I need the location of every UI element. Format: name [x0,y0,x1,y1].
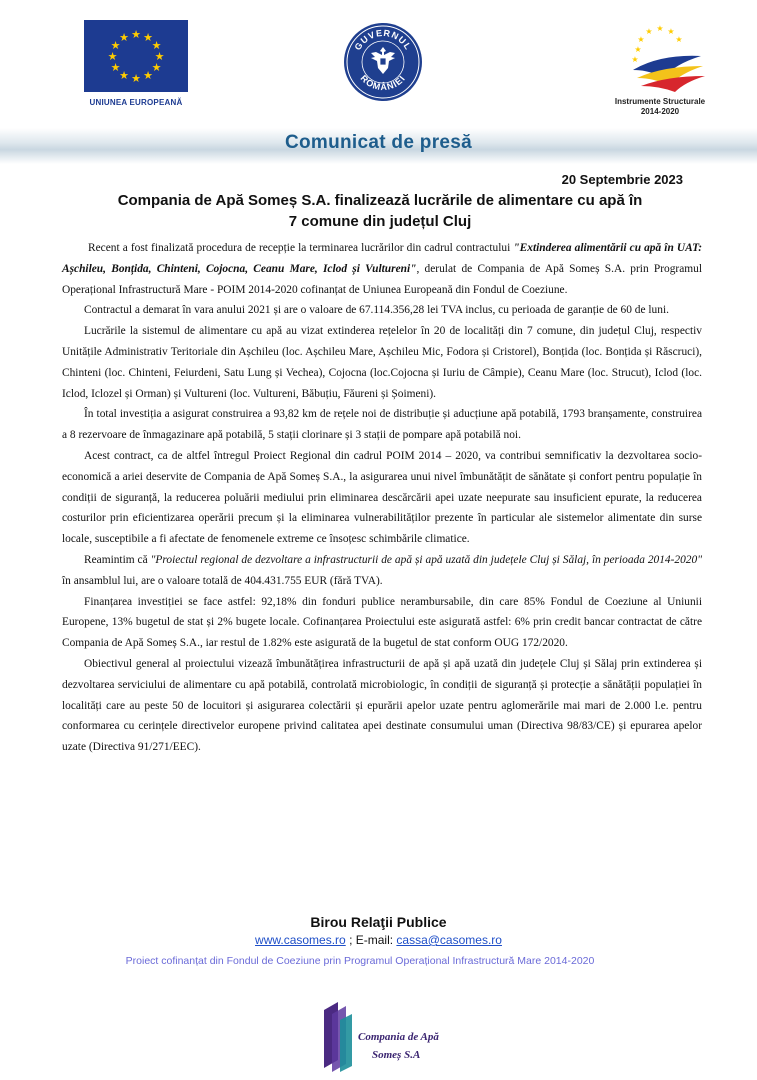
svg-text:★: ★ [107,50,118,63]
svg-text:★: ★ [131,28,141,41]
paragraph-6-text: Reamintim că [84,553,151,566]
svg-text:★: ★ [637,35,645,44]
email-link[interactable]: cassa@casomes.ro [396,933,502,947]
government-logo [343,22,423,102]
svg-text:★: ★ [131,72,141,85]
is-label-line1: Instrumente Structurale [614,97,706,106]
company-logo [318,1000,458,1072]
svg-text:★: ★ [110,39,121,52]
svg-text:★: ★ [119,31,129,44]
paragraph-1-rest: , derulat de Compania de Apă Someș S.A. prin Programul Operațional Infrastructură Mare - POIM 2014-2020 cofinanțat de Uniunea Europeană din Fondul de Coeziune. [62,262,703,296]
structural-instruments-icon [605,20,715,92]
contact-line [0,933,757,947]
paragraph-2: Contractul a demarat în vara anului 2021 și are o valoare de 67.114.356,28 lei TVA inclus, cu perioada de garanție de 60 de luni. [84,304,669,317]
paragraph-3: Lucrările la sistemul de alimentare cu apă au vizat extinderea rețelelor în 20 de localități din 7 comune, din județul Cluj, respectiv Unitățile Administrativ Teritoriale din Așchileu (loc. Așchileu Mare, Așchileu Mic, Fodora și Cristorel), Bonțida (loc. Bonțida și Răscruci), Chinteni (loc. Chinteni, Feiurdeni, Satu Lung și Vechea), Cojocna (loc.Cojocna și Iuriu de Câmpie), Ceanu Mare (loc. Strucut), Iclod (loc. Iclod, Iclozel și Orman) și Vultureni (loc. Vultureni, Băbuțiu, Făureni și Șoimeni). [62,325,702,400]
structural-instruments-logo [605,20,715,120]
paragraph-6 [62,550,702,592]
government-seal-icon [343,22,423,102]
water-company-logo-icon [318,1000,458,1072]
paragraph-1 [62,238,702,300]
project-name: "Proiectul regional de dezvoltare a infrastructurii de apă și apă uzată din județele Cluj și Sălaj, în perioada 2014-2020" [150,553,702,566]
svg-text:Compania de Apă: Compania de Apă [358,1031,439,1043]
svg-text:GUVERNUL: GUVERNUL [352,27,414,52]
headline-line2: 7 comune din județul Cluj [288,213,472,230]
svg-text:★: ★ [631,55,639,64]
svg-text:ROMÂNIEI: ROMÂNIEI [358,72,408,93]
svg-text:★: ★ [151,61,162,74]
svg-text:★: ★ [143,31,153,44]
banner-title: Comunicat de presă [284,132,472,153]
contact-separator: ; E-mail: [345,933,397,947]
svg-text:★: ★ [667,27,675,36]
website-link[interactable]: www.casomes.ro [255,933,346,947]
funding-note: Proiect cofinanțat din Fondul de Coeziune prin Programul Operațional Infrastructură Mare 2014-2020 [125,955,595,967]
svg-text:★: ★ [656,24,664,33]
paragraph-5: Acest contract, ca de altfel întregul Proiect Regional din cadrul POIM 2014 – 2020, va contribui semnificativ la dezvoltarea socio-economică a ariei deservite de Compania de Apă Someș S.A., la asigurarea unui nivel îmbunătățit de sănătate și confort pentru populație în condiții de siguranță, la reducerea poluării mediului prin eliminarea descărcării apei uzate neepurate sau insuficient epurate, la reducerea costurilor prin eficientizarea operării precum și la eliminarea vulnerabilităților prezente în particular ale sistemelor alimentate din surse locale, susceptibile a fi afectate de fenomenele extreme ce însoțesc schimbările climatice. [62,449,702,546]
paragraph-7: Finanțarea investiției se face astfel: 92,18% din fonduri publice nerambursabile, din care 85% Fondul de Coeziune al Uniunii Europene, 13% bugetul de stat și 2% bugete locale. Cofinanțarea Proiectului este asigurată astfel: 6% prin credit bancar contractat de către Compania de Apă Someș S.A., iar restul de 1.82% este asigurată de la bugetul de stat conform OUG 172/2020. [62,595,702,650]
svg-text:★: ★ [634,45,642,54]
eu-flag-icon [84,20,188,92]
paragraph-8: Obiectivul general al proiectului vizează îmbunătățirea infrastructurii de apă și apă uzată din județele Cluj și Sălaj prin extinderea și dezvoltarea serviciului de alimentare cu apă potabilă, controlată microbiologic, în condiții de siguranță și protecție a sănătății populației în localități care au peste 50 de locuitori și asigurarea colectării și epurării apelor uzate pentru aglomerările mai mari de 2.000 l.e. pentru conformarea cu cerințele directivelor europene privind calitatea apei destinate consumului uman (Directiva 98/83/CE) și epurarea apelor uzate (Directiva 91/271/EEC). [62,657,702,754]
paragraph-6-rest: în ansamblul lui, are o valoare totală de 404.431.755 EUR (fără TVA). [62,574,383,587]
release-date: 20 Septembrie 2023 [561,172,683,187]
press-release-banner [0,128,757,164]
is-label-line2: 2014-2020 [640,107,680,116]
paragraph-4: În total investiția a asigurat construirea a 93,82 km de rețele noi de distribuție și aducțiune apă potabilă, 1793 branșamente, construirea a 8 rezervoare de înmagazinare apă potabilă, 5 stații clorinare și 3 stații de pompare apă potabilă noi. [62,408,702,442]
svg-text:★: ★ [645,27,653,36]
headline [90,190,670,232]
eu-logo [82,20,190,110]
contract-name: "Extinderea alimentării cu apă în UAT: Așchileu, Bonțida, Chinteni, Cojocna, Ceanu Mare, Iclod și Vultureni" [62,242,702,275]
svg-text:★: ★ [119,69,129,82]
headline-line1: Compania de Apă Someș S.A. finalizează lucrările de alimentare cu apă în [117,192,643,209]
contact-block [0,914,757,947]
svg-text:★: ★ [110,61,121,74]
paragraph-1-text: Recent a fost finalizată procedura de recepție la terminarea lucrărilor din cadrul contractului [88,242,514,254]
svg-text:★: ★ [154,50,165,63]
svg-text:Someș S.A: Someș S.A [372,1049,421,1061]
svg-text:★: ★ [151,39,162,52]
eu-label: UNIUNEA EUROPEANĂ [89,98,183,107]
article-body [62,238,702,758]
svg-text:★: ★ [675,35,683,44]
svg-text:★: ★ [143,69,153,82]
contact-title: Birou Relaţii Publice [310,914,447,930]
